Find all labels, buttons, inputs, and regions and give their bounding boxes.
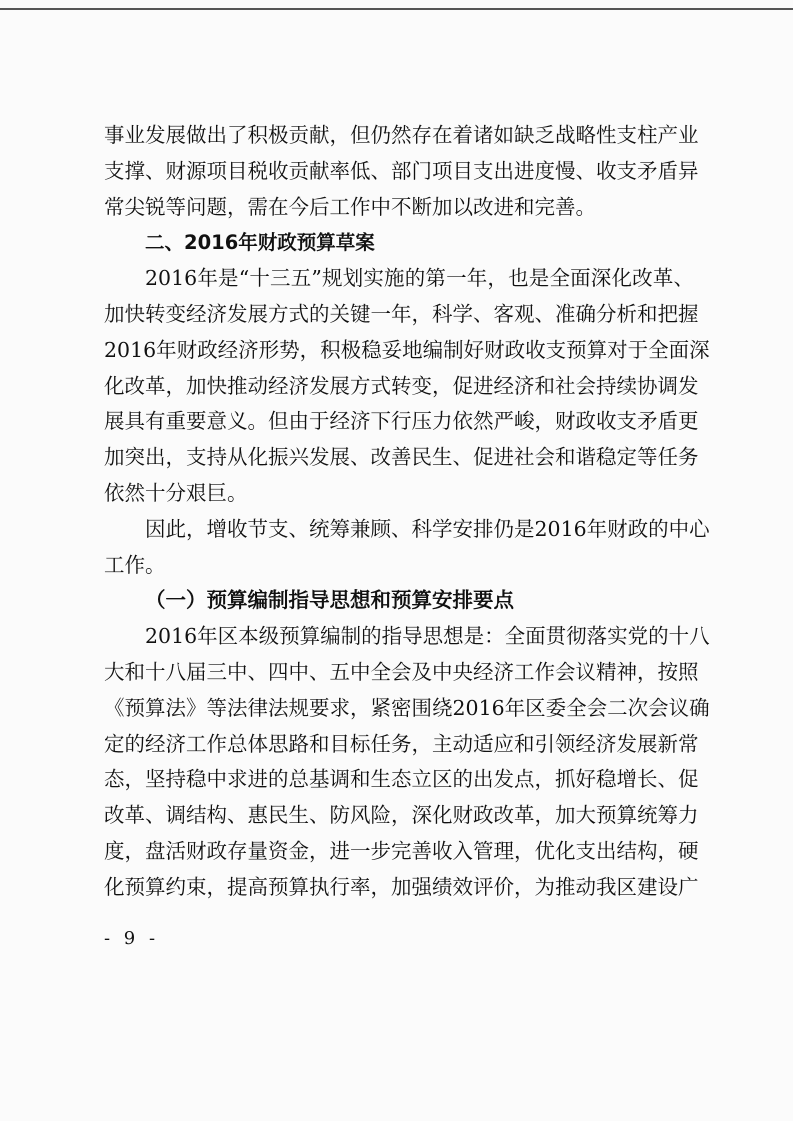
text-line: 2016年财政经济形势，积极稳妥地编制好财政收支预算对于全面深 (104, 337, 710, 362)
text-line: 支撑、财源项目税收贡献率低、部门项目支出进度慢、收支矛盾异 (104, 158, 699, 183)
top-border-rule (0, 8, 793, 10)
text-line: 《预算法》等法律法规要求，紧密围绕2016年区委全会二次会议确 (104, 695, 710, 720)
paragraph-4 (104, 619, 710, 905)
document-page (104, 118, 710, 906)
text-line: 2016年是“十三五”规划实施的第一年，也是全面深化改革、 (145, 266, 694, 291)
text-line: 常尖锐等问题，需在今后工作中不断加以改进和完善。 (104, 194, 596, 219)
paragraph-1 (104, 118, 699, 225)
text-line: 化改革，加快推动经济发展方式转变，促进经济和社会持续协调发 (104, 373, 699, 398)
text-line: 化预算约束，提高预算执行率，加强绩效评价，为推动我区建设广 (104, 874, 699, 899)
text-line: 展具有重要意义。但由于经济下行压力依然严峻，财政收支矛盾更 (104, 409, 699, 434)
text-line: 加快转变经济发展方式的关键一年，科学、客观、准确分析和把握 (104, 301, 699, 326)
text-line: 2016年区本级预算编制的指导思想是：全面贯彻落实党的十八 (145, 624, 710, 649)
text-line: 度，盘活财政存量资金，进一步完善收入管理，优化支出结构，硬 (104, 838, 699, 863)
text-line: 工作。 (104, 552, 166, 577)
paragraph-3 (104, 512, 710, 584)
text-line: 改革、调结构、惠民生、防风险，深化财政改革，加大预算统筹力 (104, 803, 699, 828)
page-number: - 9 - (104, 928, 160, 949)
text-line: 加突出，支持从化振兴发展、改善民生、促进社会和谐稳定等任务 (104, 445, 699, 470)
text-line: 依然十分艰巨。 (104, 480, 248, 505)
text-line: 定的经济工作总体思路和目标任务，主动适应和引领经济发展新常 (104, 731, 699, 756)
text-line: 事业发展做出了积极贡献，但仍然存在着诸如缺乏战略性支柱产业 (104, 123, 699, 147)
paragraph-2 (104, 261, 710, 512)
text-line: 大和十八届三中、四中、五中全会及中央经济工作会议精神，按照 (104, 659, 699, 684)
text-line: 态，坚持稳中求进的总基调和生态立区的出发点，抓好稳增长、促 (104, 767, 699, 792)
subsection-heading: （一）预算编制指导思想和预算安排要点 (145, 588, 514, 613)
section-heading: 二、2016年财政预算草案 (145, 231, 375, 255)
text-line: 因此，增收节支、统筹兼顾、科学安排仍是2016年财政的中心 (145, 516, 710, 541)
